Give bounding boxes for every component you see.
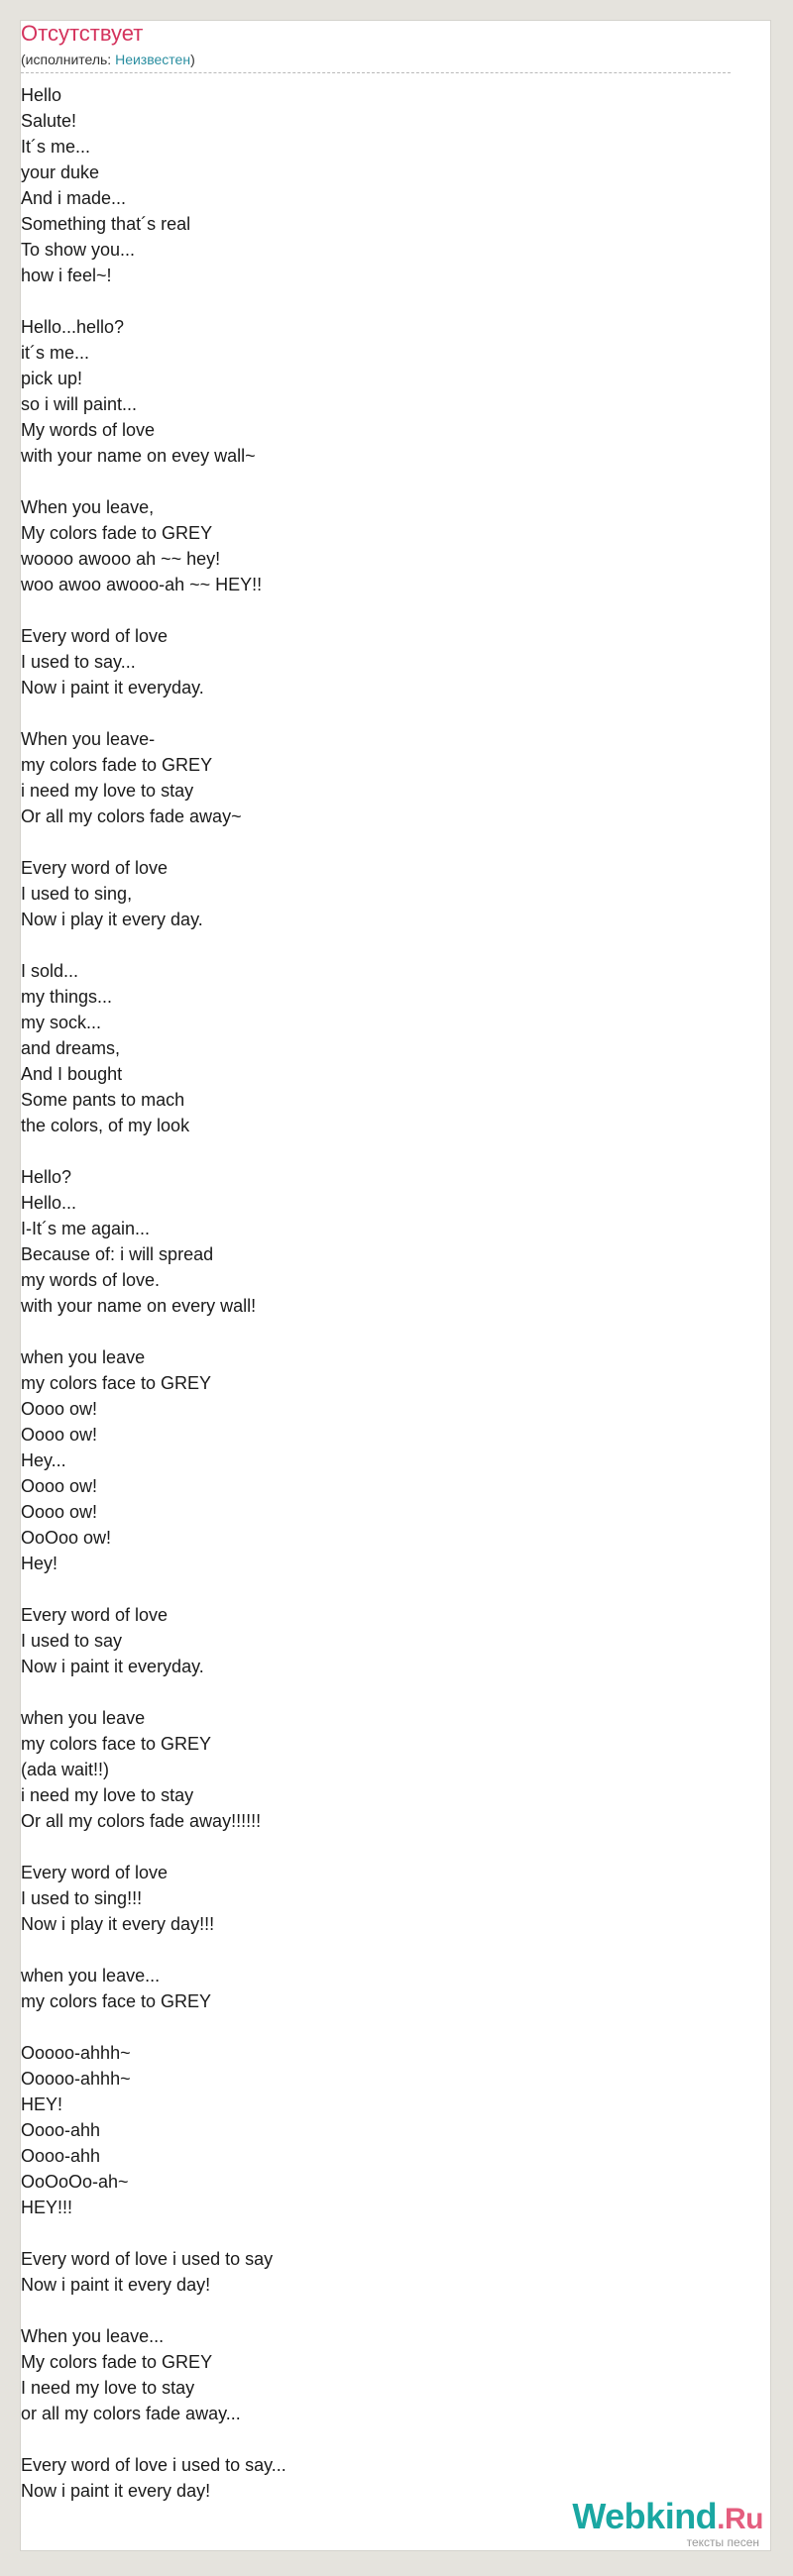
lyric-line: Or all my colors fade away!!!!!!	[21, 1811, 262, 1831]
lyric-line: When you leave-	[21, 729, 156, 749]
lyric-line: woooo awooo ah ~~ hey!	[21, 549, 221, 569]
lyric-line: My colors fade to GREY	[21, 523, 213, 543]
lyric-line: Something that´s real	[21, 214, 191, 234]
lyric-line: Or all my colors fade away~	[21, 806, 242, 826]
lyric-line: (ada wait!!)	[21, 1760, 110, 1779]
lyric-line: I used to say	[21, 1631, 123, 1651]
lyric-line: Oooo ow!	[21, 1425, 98, 1445]
lyric-line: pick up!	[21, 369, 83, 388]
lyric-line	[21, 469, 715, 494]
lyric-line: I-It´s me again...	[21, 1219, 151, 1238]
lyric-line	[21, 2298, 715, 2323]
lyric-line: woo awoo awooo-ah ~~ HEY!!	[21, 575, 263, 594]
lyric-line: I used to say...	[21, 652, 136, 672]
lyric-line: Every word of love	[21, 1863, 169, 1882]
lyric-line: Now i play it every day!!!	[21, 1914, 215, 1934]
lyric-line: i need my love to stay	[21, 1785, 194, 1805]
lyric-line: Hello...	[21, 1193, 77, 1213]
lyric-line: or all my colors fade away...	[21, 2404, 241, 2423]
site-logo[interactable]	[572, 2498, 763, 2548]
lyric-line	[21, 1138, 715, 1164]
lyric-line: with your name on every wall!	[21, 1296, 257, 1316]
lyrics-text	[21, 82, 715, 2504]
lyric-line: Now i paint it every day!	[21, 2481, 211, 2501]
lyric-line: Every word of love i used to say...	[21, 2455, 286, 2475]
logo-tagline: тексты песен	[686, 2535, 759, 2549]
lyric-line: Ooooo-ahhh~	[21, 2069, 131, 2089]
lyric-line	[21, 2220, 715, 2246]
lyric-line: Every word of love	[21, 1605, 169, 1625]
lyric-line: my colors fade to GREY	[21, 755, 213, 775]
lyric-line	[21, 1679, 715, 1705]
lyric-line: your duke	[21, 162, 100, 182]
lyric-line	[21, 1319, 715, 1344]
lyric-line: When you leave,	[21, 497, 155, 517]
lyric-line: My colors fade to GREY	[21, 2352, 213, 2372]
lyric-line: when you leave	[21, 1708, 146, 1728]
lyric-line: To show you...	[21, 240, 136, 260]
header-divider	[21, 72, 731, 73]
lyric-line: when you leave	[21, 1347, 146, 1367]
lyric-line: Salute!	[21, 111, 77, 131]
artist-line	[21, 51, 195, 68]
lyric-line: I used to sing!!!	[21, 1888, 143, 1908]
lyric-line: when you leave...	[21, 1966, 161, 1986]
lyric-line: the colors, of my look	[21, 1116, 190, 1135]
lyric-line	[21, 2014, 715, 2040]
lyric-line: Now i play it every day.	[21, 910, 203, 929]
lyric-line: My words of love	[21, 420, 156, 440]
lyric-line: and dreams,	[21, 1038, 121, 1058]
lyric-line: I sold...	[21, 961, 79, 981]
lyric-line: it´s me...	[21, 343, 90, 363]
lyric-line: Now i paint it every day!	[21, 2275, 211, 2295]
lyric-line: Ooooo-ahhh~	[21, 2043, 131, 2063]
lyric-line: my colors face to GREY	[21, 1373, 212, 1393]
lyric-line: Now i paint it everyday.	[21, 678, 204, 698]
lyric-line: Every word of love	[21, 858, 169, 878]
lyric-line: Some pants to mach	[21, 1090, 185, 1110]
lyric-line: Oooo ow!	[21, 1399, 98, 1419]
lyric-line	[21, 288, 715, 314]
lyric-line: so i will paint...	[21, 394, 138, 414]
lyric-line: Hello...hello?	[21, 317, 125, 337]
lyric-line	[21, 1576, 715, 1602]
lyric-line: Now i paint it everyday.	[21, 1657, 204, 1676]
lyric-line: with your name on evey wall~	[21, 446, 256, 466]
lyric-line: my colors face to GREY	[21, 1734, 212, 1754]
lyric-line	[21, 1834, 715, 1860]
lyric-line	[21, 597, 715, 623]
lyric-line: And I bought	[21, 1064, 123, 1084]
artist-prefix: (исполнитель:	[21, 52, 116, 67]
lyric-line: Oooo ow!	[21, 1476, 98, 1496]
logo-wordmark	[572, 2498, 763, 2538]
lyric-line	[21, 2426, 715, 2452]
lyric-line: Oooo-ahh	[21, 2146, 101, 2166]
lyric-line: my words of love.	[21, 1270, 161, 1290]
song-title: Отсутствует	[21, 21, 144, 46]
lyric-line	[21, 1937, 715, 1963]
lyric-line: Every word of love	[21, 626, 169, 646]
lyric-line: Hey...	[21, 1450, 66, 1470]
lyric-line	[21, 829, 715, 855]
logo-tld: .Ru	[717, 2503, 763, 2535]
lyric-line: my things...	[21, 987, 113, 1007]
lyric-line: OoOoOo-ah~	[21, 2172, 129, 2192]
lyric-line: how i feel~!	[21, 266, 112, 285]
lyric-line: When you leave...	[21, 2326, 165, 2346]
lyric-line: Oooo ow!	[21, 1502, 98, 1522]
lyric-line: OoOoo ow!	[21, 1528, 112, 1548]
lyric-line: I used to sing,	[21, 884, 133, 904]
lyric-line: Oooo-ahh	[21, 2120, 101, 2140]
lyric-line: Hello	[21, 85, 62, 105]
lyric-line: It´s me...	[21, 137, 91, 157]
lyric-line: Hey!	[21, 1554, 58, 1573]
lyric-line: And i made...	[21, 188, 127, 208]
lyric-line: my colors face to GREY	[21, 1991, 212, 2011]
lyric-line: my sock...	[21, 1013, 102, 1032]
lyric-line: Every word of love i used to say	[21, 2249, 274, 2269]
lyric-line: Hello?	[21, 1167, 72, 1187]
artist-link[interactable]: Неизвестен	[115, 52, 191, 67]
lyric-line: I need my love to stay	[21, 2378, 195, 2398]
lyric-line: HEY!!!	[21, 2198, 73, 2217]
lyric-line: HEY!	[21, 2094, 63, 2114]
lyric-line: Because of: i will spread	[21, 1244, 214, 1264]
lyric-line: i need my love to stay	[21, 781, 194, 801]
artist-suffix: )	[190, 52, 195, 67]
logo-brand: Webkind	[572, 2496, 718, 2536]
lyric-line	[21, 932, 715, 958]
lyric-line	[21, 700, 715, 726]
